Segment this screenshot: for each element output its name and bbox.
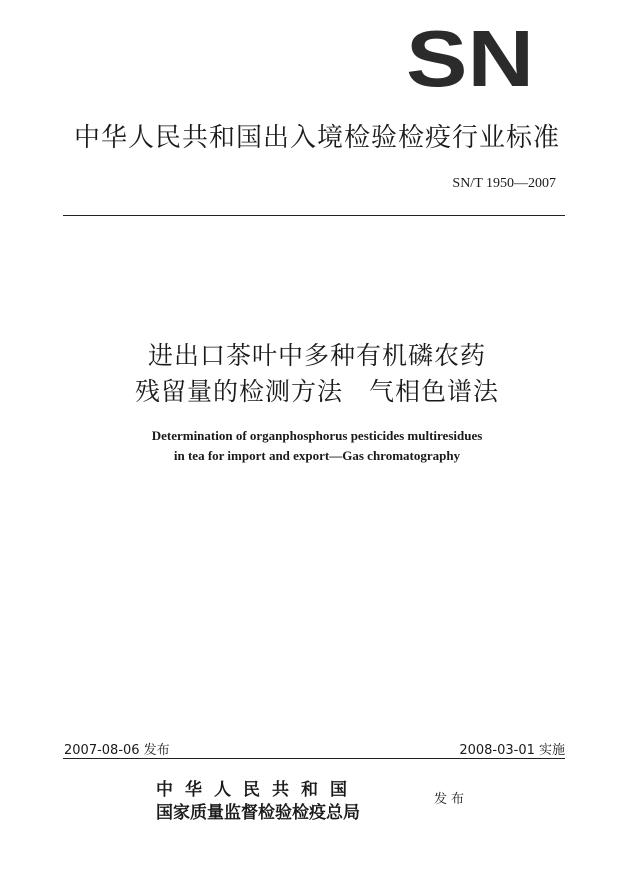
bottom-divider xyxy=(63,758,565,759)
standard-title: 中华人民共和国出入境检验检疫行业标准 xyxy=(73,123,560,153)
issue-date: 2007-08-06 发布 xyxy=(64,743,170,758)
issuer-line1: 中华人民共和国 xyxy=(156,780,359,800)
title-en-line1: Determination of organphosphorus pesticides multiresidues xyxy=(151,428,483,443)
standard-code: SN/T 1950—2007 xyxy=(452,176,556,191)
issuer-line2: 国家质量监督检验检疫总局 xyxy=(156,803,360,823)
sn-logo xyxy=(405,28,535,90)
title-cn-line2: 残留量的检测方法 气相色谱法 xyxy=(134,377,499,406)
top-divider xyxy=(63,215,565,216)
publish-label: 发布 xyxy=(434,792,469,807)
implementation-date: 2008-03-01 实施 xyxy=(459,743,565,758)
title-cn-line1: 进出口茶叶中多种有机磷农药 xyxy=(147,341,486,370)
logo-text: SN xyxy=(406,28,534,90)
title-en-line2: in tea for import and export—Gas chromatography xyxy=(173,448,461,463)
